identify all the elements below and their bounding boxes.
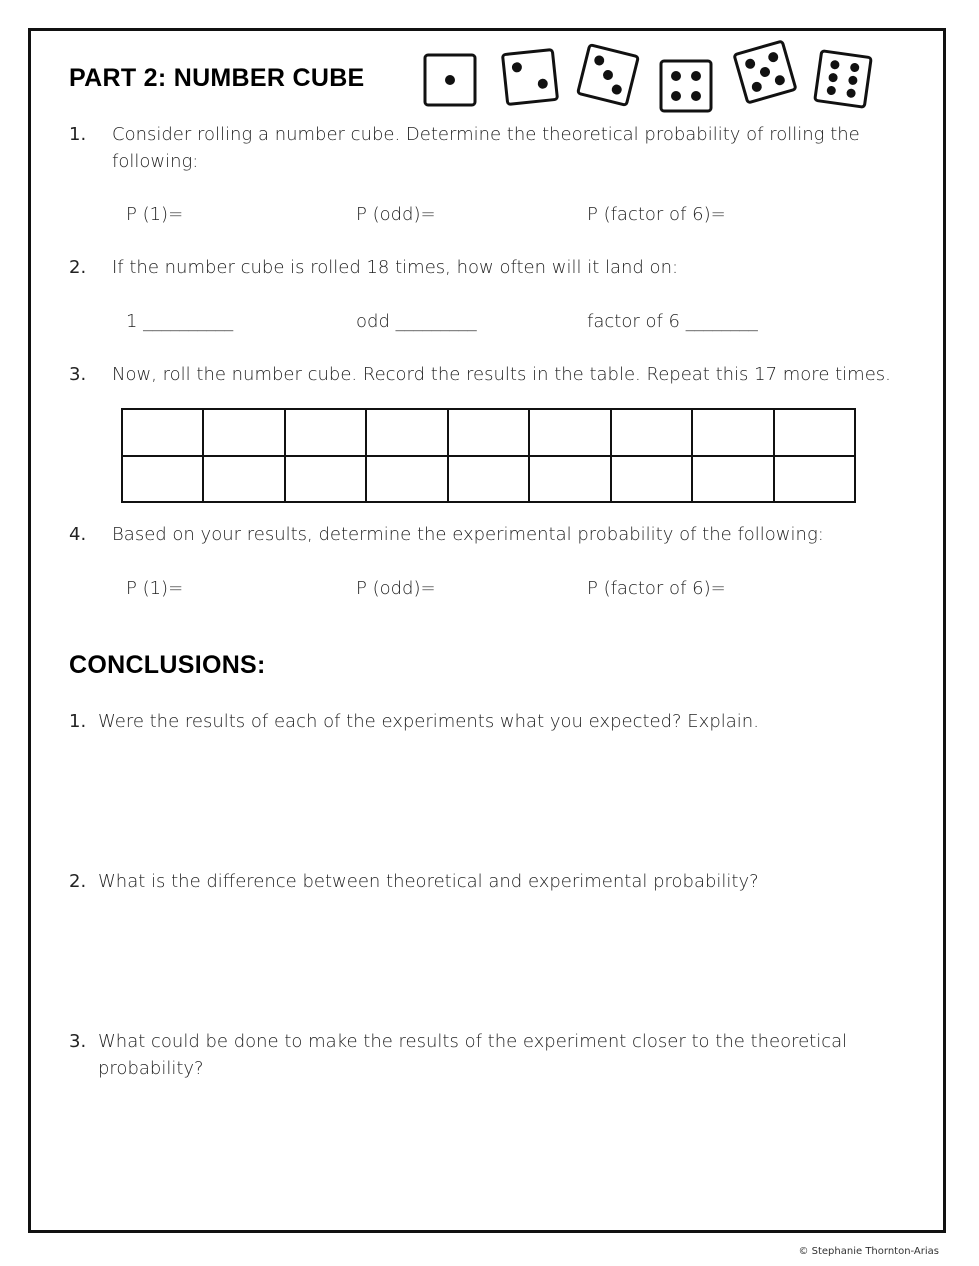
q2-answer-factor6: factor of 6 ________	[587, 311, 758, 332]
table-cell[interactable]	[285, 456, 366, 503]
table-cell[interactable]	[203, 409, 284, 456]
die-four-icon	[661, 61, 711, 111]
conclusion-3-text-line2: probability?	[98, 1058, 204, 1079]
results-table	[121, 408, 856, 503]
question-2-number: 2.	[69, 257, 87, 278]
q1-answer-pfactor6: P (factor of 6)=	[587, 204, 726, 225]
table-cell[interactable]	[122, 456, 203, 503]
conclusion-3-text-line1: What could be done to make the results of the experiment closer to the theoretical	[98, 1031, 848, 1052]
question-4-number: 4.	[69, 524, 87, 545]
conclusions-title: CONCLUSIONS:	[69, 651, 266, 679]
q2-answer-one: 1 __________	[126, 311, 234, 332]
table-cell[interactable]	[122, 409, 203, 456]
table-cell[interactable]	[285, 409, 366, 456]
q1-answer-p1: P (1)=	[126, 204, 184, 225]
table-cell[interactable]	[448, 409, 529, 456]
die-three-icon	[578, 45, 639, 106]
q4-answer-pfactor6: P (factor of 6)=	[587, 578, 726, 599]
question-4-text: Based on your results, determine the experimental probability of the following:	[112, 524, 824, 545]
table-cell[interactable]	[203, 456, 284, 503]
question-3-number: 3.	[69, 364, 87, 385]
question-3-text: Now, roll the number cube. Record the results in the table. Repeat this 17 more times.	[112, 364, 891, 385]
conclusion-2-number: 2.	[69, 871, 87, 892]
conclusion-1-number: 1.	[69, 711, 87, 732]
conclusion-1-text: Were the results of each of the experiments what you expected? Explain.	[98, 711, 759, 732]
table-cell[interactable]	[366, 456, 447, 503]
q2-answer-odd: odd _________	[356, 311, 477, 332]
table-cell[interactable]	[448, 456, 529, 503]
question-1-number: 1.	[69, 124, 87, 145]
question-1-text-line1: Consider rolling a number cube. Determine the theoretical probability of rolling the	[112, 124, 860, 145]
question-2-text: If the number cube is rolled 18 times, how often will it land on:	[112, 257, 679, 278]
q4-answer-podd: P (odd)=	[356, 578, 436, 599]
q1-answer-podd: P (odd)=	[356, 204, 436, 225]
table-cell[interactable]	[529, 409, 610, 456]
copyright-notice: © Stephanie Thornton-Arias	[798, 1246, 939, 1257]
table-cell[interactable]	[692, 409, 773, 456]
table-row	[122, 409, 855, 456]
dice-illustration	[418, 38, 878, 116]
die-five-icon	[734, 41, 796, 103]
question-1-text-line2: following:	[112, 151, 199, 172]
table-cell[interactable]	[774, 409, 856, 456]
conclusion-2-text: What is the difference between theoretical and experimental probability?	[98, 871, 759, 892]
table-cell[interactable]	[692, 456, 773, 503]
q4-answer-p1: P (1)=	[126, 578, 184, 599]
table-cell[interactable]	[774, 456, 856, 503]
table-row	[122, 456, 855, 503]
conclusion-3-number: 3.	[69, 1031, 87, 1052]
die-two-icon	[503, 50, 558, 105]
part2-title: PART 2: NUMBER CUBE	[69, 64, 365, 92]
table-cell[interactable]	[611, 409, 692, 456]
table-cell[interactable]	[529, 456, 610, 503]
table-cell[interactable]	[366, 409, 447, 456]
table-cell[interactable]	[611, 456, 692, 503]
die-six-icon	[815, 51, 871, 107]
die-one-icon	[425, 55, 475, 105]
